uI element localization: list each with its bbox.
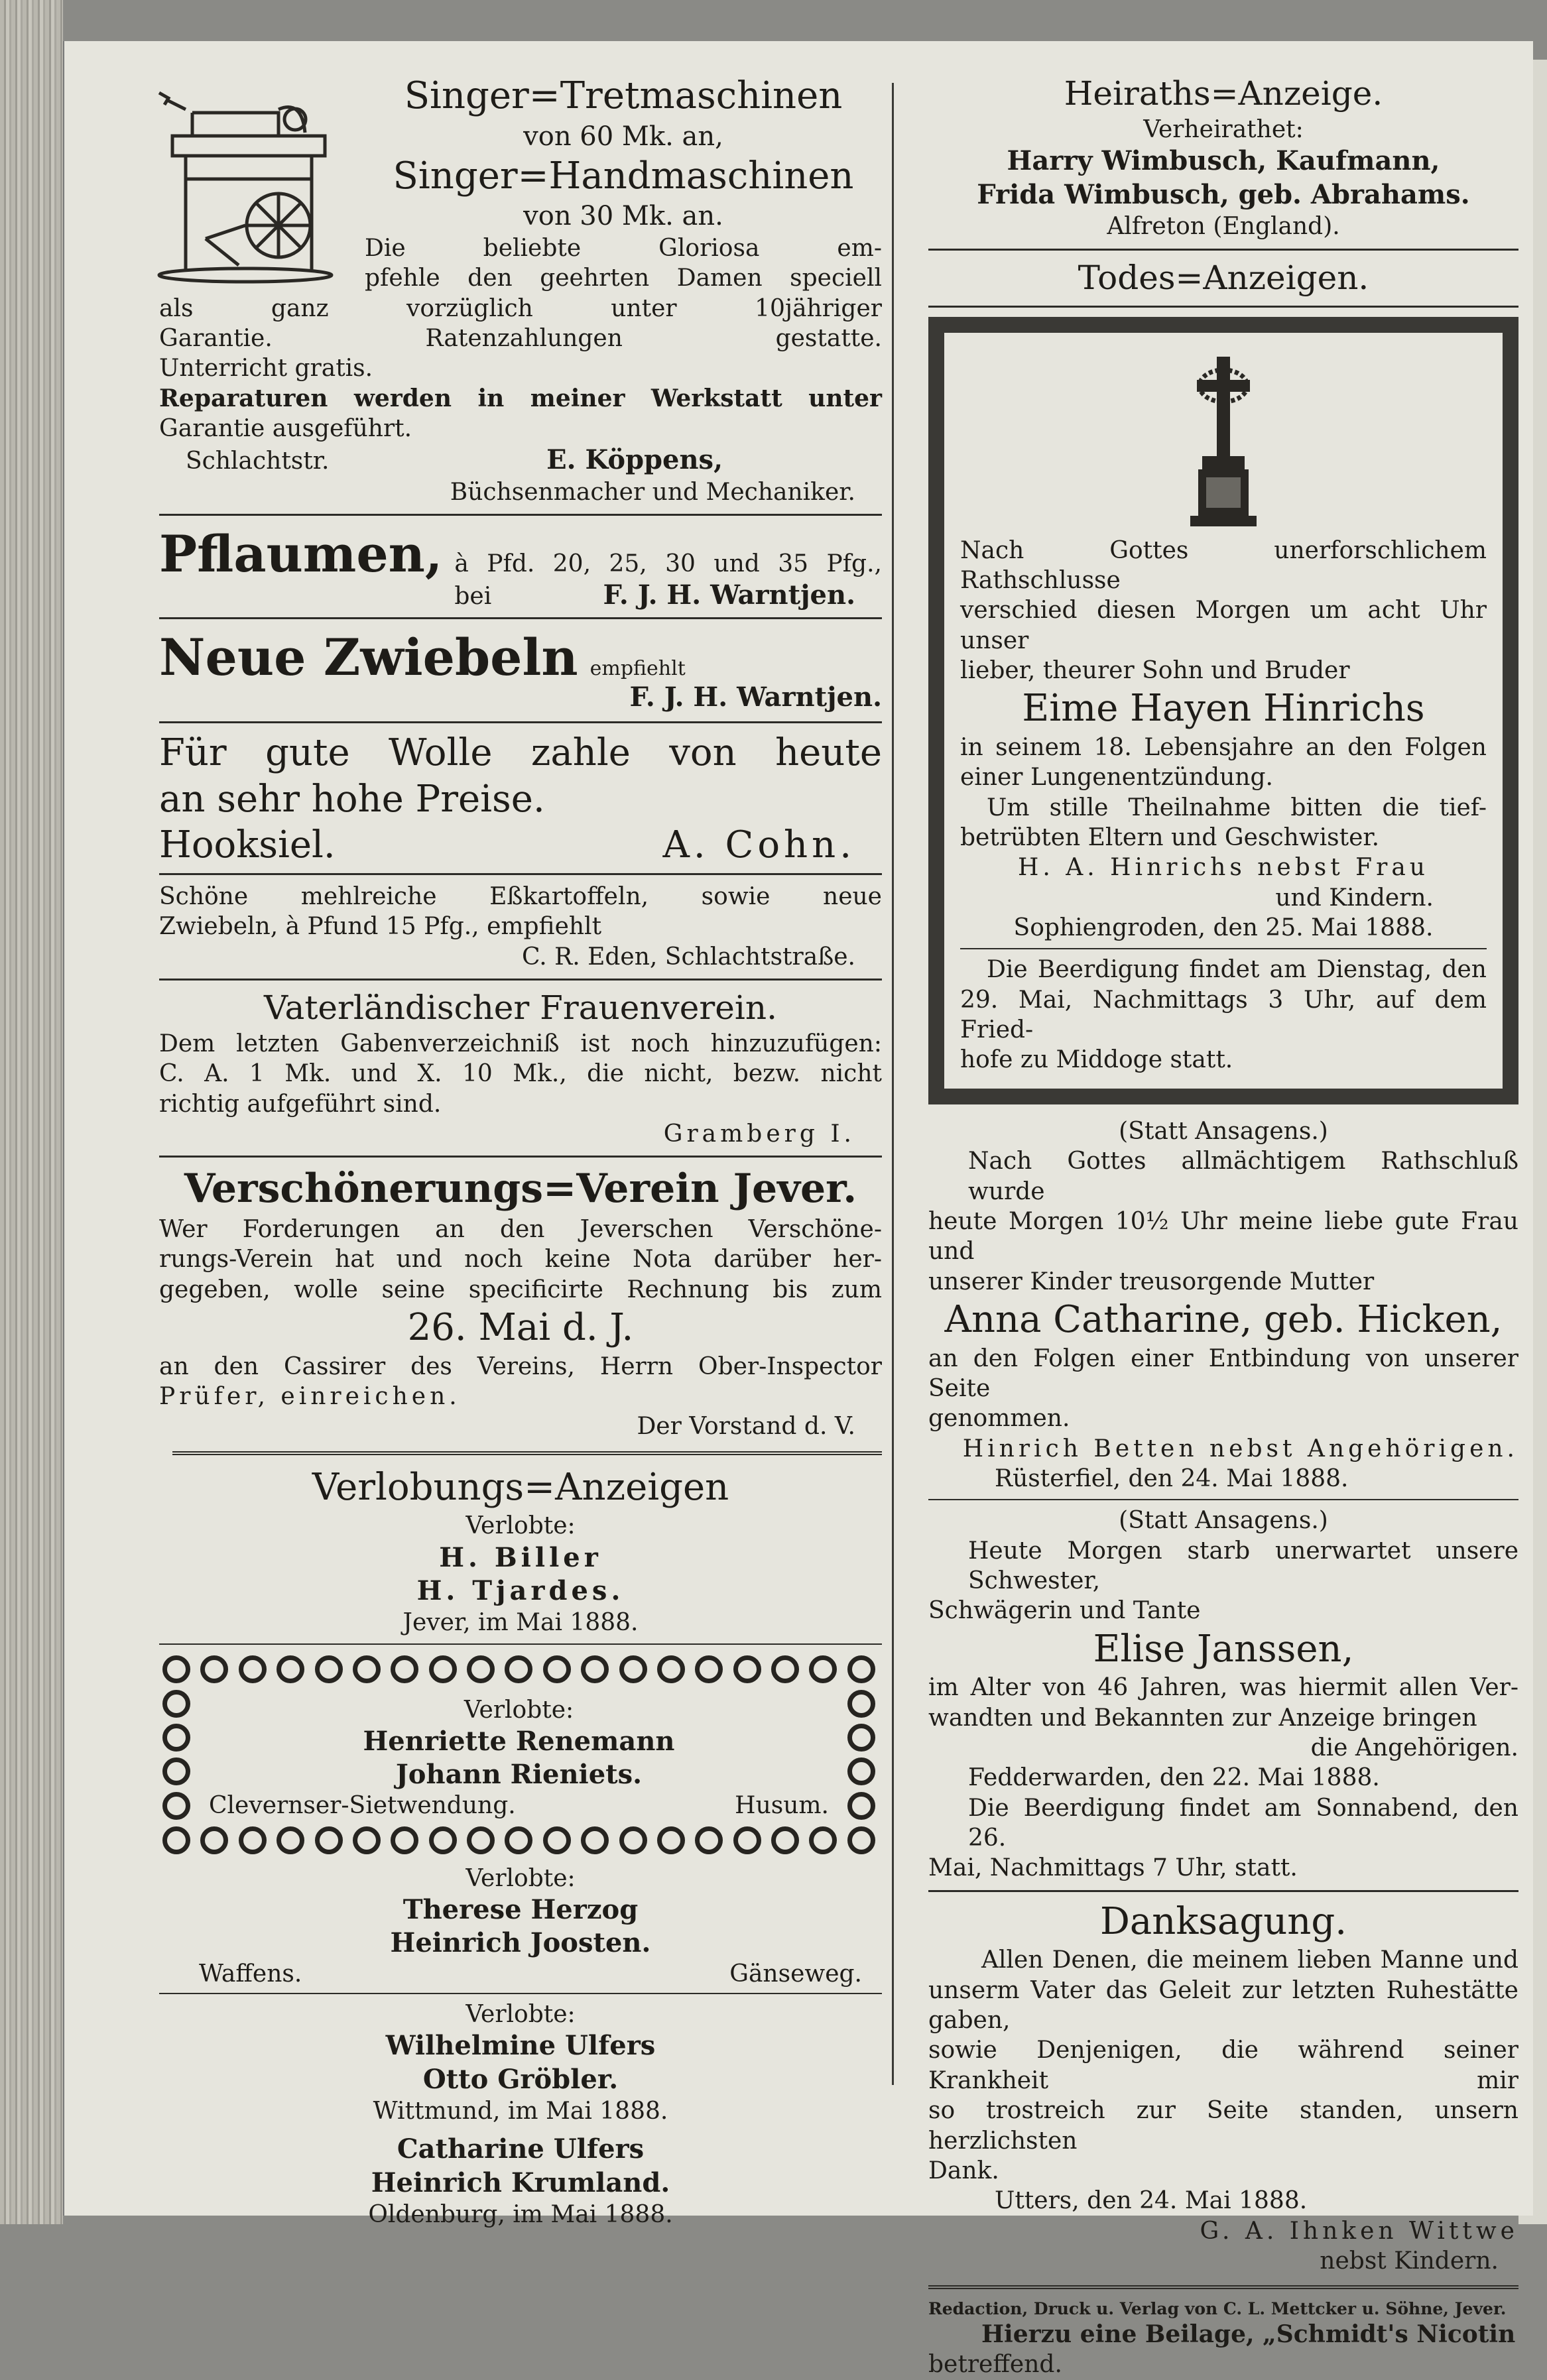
singer-line-6: Reparaturen werden in meiner Werkstatt unter (159, 384, 882, 412)
heirath-notice (928, 73, 1518, 242)
todes-a-line-1: Nach Gottes unerforschlichem Rathschlusse (960, 536, 1487, 594)
todes-a-line-11: 29. Mai, Nachmittags 3 Uhr, auf dem Fried- (960, 986, 1487, 1044)
todes-a-line-9: und Kindern. (1275, 884, 1434, 912)
todes-b-line-5: genommen. (928, 1405, 1070, 1433)
ring-ornament (239, 1655, 267, 1683)
ring-ornament (695, 1826, 723, 1854)
singer-line-3: als ganz vorzüglich unter 10jähriger (159, 294, 882, 322)
dank-place: Utters, den 24. Mai 1888. (995, 2187, 1308, 2215)
singer-line-5: Unterricht gratis. (159, 355, 373, 383)
ring-ornament (695, 1655, 723, 1683)
ring-ornament (847, 1826, 875, 1854)
verschoenerung-line-3: gegeben, wolle seine specificirte Rechnung bis zum (159, 1276, 882, 1303)
ring-box-content (209, 1695, 829, 1819)
todes-b-notice (928, 1116, 1518, 1494)
heirath-title: Heiraths=Anzeige. (1064, 74, 1383, 113)
verschoenerung-date: 26. Mai d. J. (407, 1305, 634, 1349)
ring-ornament (162, 1757, 190, 1785)
ring-ornament (200, 1826, 228, 1854)
todes-a-line-5: einer Lungenentzündung. (960, 764, 1273, 792)
ring-ornament (429, 1655, 457, 1683)
verlobung-e-name-1: Catharine Ulfers (397, 2133, 645, 2165)
verlobung-c-name-2: Heinrich Joosten. (390, 1927, 651, 1959)
dank-line-3: sowie Denjenigen, die während seiner Krankheit mir (928, 2037, 1518, 2094)
singer-address: Schlachtstr. (186, 447, 330, 475)
frauenverein-sign: Gramberg I. (663, 1120, 855, 1148)
ring-ornament (162, 1724, 190, 1752)
wolle-name: A. Cohn. (662, 823, 855, 866)
zwiebeln-empfiehlt: empfiehlt (589, 656, 686, 680)
ring-ornament (847, 1724, 875, 1752)
dank-line-5: Dank. (928, 2157, 999, 2184)
todes-c-notice (928, 1506, 1518, 1883)
ring-ornament (162, 1826, 190, 1854)
ring-ornament (239, 1826, 267, 1854)
beilage-line-2: betreffend. (928, 2351, 1062, 2379)
todes-c-line-7: Mai, Nachmittags 7 Uhr, statt. (928, 1854, 1298, 1882)
ring-border-top (162, 1655, 875, 1683)
rule (159, 721, 882, 723)
ring-ornament (657, 1655, 685, 1683)
ring-ornament (505, 1655, 532, 1683)
heirath-place: Alfreton (England). (1107, 213, 1340, 241)
ring-ornament (733, 1655, 761, 1683)
singer-name: E. Köppens, (546, 444, 723, 476)
ring-ornament (847, 1757, 875, 1785)
wolle-line-1: Für gute Wolle zahle von heute (159, 731, 882, 774)
imprint (928, 2298, 1518, 2379)
verlobung-a-name-2: H. Tjardes. (416, 1575, 625, 1606)
danksagung-notice (928, 1899, 1518, 2277)
frauenverein-line-2: C. A. 1 Mk. und X. 10 Mk., die nicht, bezw. nicht (159, 1060, 882, 1088)
death-notice-box (928, 317, 1518, 1104)
pflaumen-bei: bei (454, 582, 492, 610)
todes-a-line-4: in seinem 18. Lebensjahre an den Folgen (960, 733, 1487, 761)
verlobung-title: Verlobungs=Anzeigen (312, 1465, 729, 1509)
todes-c-line-5: die Angehörigen. (1310, 1734, 1518, 1761)
rule (159, 979, 882, 981)
pflaumen-price: à Pfd. 20, 25, 30 und 35 Pfg., (454, 550, 882, 578)
rule (960, 948, 1487, 949)
verlobung-b-label: Verlobte: (464, 1696, 574, 1724)
todes-a-line-6: Um stille Theilnahme bitten die tief- (987, 794, 1487, 821)
ring-ornament (733, 1826, 761, 1854)
verlobung-e-place: Oldenburg, im Mai 1888. (368, 2201, 673, 2229)
verlobung-d-name-2: Otto Gröbler. (422, 2063, 619, 2095)
ring-border-bottom (162, 1826, 875, 1854)
ring-ornament (429, 1826, 457, 1854)
todes-b-head: (Statt Ansagens.) (1119, 1117, 1328, 1145)
imprint-line: Redaction, Druck u. Verlag von C. L. Mettcker u. Söhne, Jever. (928, 2299, 1507, 2319)
todes-c-line-4: wandten und Bekannten zur Anzeige bringen (928, 1704, 1477, 1732)
todes-b-line-6: Hinrich Betten nebst Angehörigen. (962, 1435, 1518, 1462)
todes-a-place: Sophiengroden, den 25. Mai 1888. (1013, 914, 1434, 941)
verlobung-c-right: Gänseweg. (729, 1960, 862, 1988)
rule (928, 1499, 1518, 1500)
ring-border-right (847, 1690, 875, 1820)
frauenverein-line-3: richtig aufgeführt sind. (159, 1090, 442, 1118)
heirath-line-1: Harry Wimbusch, Kaufmann, (1007, 145, 1440, 177)
ring-ornament (162, 1655, 190, 1683)
ring-border-box (162, 1655, 875, 1854)
verlobung-c-name-1: Therese Herzog (402, 1894, 639, 1925)
ring-ornament (277, 1655, 304, 1683)
rule (159, 617, 882, 619)
frauenverein-notice (159, 987, 882, 1149)
wolle-place: Hooksiel. (159, 823, 336, 866)
rule (159, 1156, 882, 1158)
dank-line-1: Allen Denen, die meinem lieben Manne und (981, 1946, 1518, 1974)
singer-trade: Büchsenmacher und Mechaniker. (450, 478, 855, 506)
verlobung-b-name-1: Henriette Renemann (363, 1726, 675, 1757)
dank-line-4: so trostreich zur Seite standen, unsern herzlichsten (928, 2097, 1518, 2155)
zwiebeln-seller: F. J. H. Warntjen. (629, 682, 882, 713)
todes-a-line-7: betrübten Eltern und Geschwister. (960, 823, 1380, 851)
ring-ornament (162, 1792, 190, 1820)
todes-a-line-2: verschied diesen Morgen um acht Uhr unser (960, 597, 1487, 654)
ring-ornament (847, 1655, 875, 1683)
ring-ornament (200, 1655, 228, 1683)
singer-line-1: Die beliebte Gloriosa em- (365, 234, 882, 262)
todes-b-line-3: unserer Kinder treusorgende Mutter (928, 1268, 1375, 1295)
pflaumen-ad (159, 522, 882, 610)
heirath-label: Verheirathet: (1143, 116, 1304, 143)
memorial-cross-illustration (1184, 350, 1263, 529)
kartoffeln-line-1: Schöne mehlreiche Eßkartoffeln, sowie neue (159, 882, 882, 910)
frauenverein-title: Vaterländischer Frauenverein. (264, 988, 777, 1027)
verlobung-e-name-2: Heinrich Krumland. (371, 2167, 670, 2198)
verschoenerung-notice (159, 1164, 882, 1441)
todes-c-line-1: Heute Morgen starb unerwartet unsere Schwester, (968, 1537, 1518, 1595)
dank-sign-2: nebst Kindern. (1320, 2247, 1499, 2275)
book-edge (0, 0, 63, 2224)
ring-ornament (162, 1690, 190, 1718)
kartoffeln-seller: C. R. Eden, Schlachtstraße. (521, 943, 855, 971)
rule (159, 873, 882, 875)
singer-ad (159, 73, 882, 507)
wolle-ad (159, 730, 882, 866)
todes-b-name: Anna Catharine, geb. Hicken, (944, 1297, 1503, 1341)
rule (928, 306, 1518, 308)
zwiebeln-ad (159, 626, 882, 715)
ring-ornament (847, 1690, 875, 1718)
todes-a-line-8: H. A. Hinrichs nebst Frau (1017, 854, 1429, 882)
todes-c-line-3: im Alter von 46 Jahren, was hiermit allen Ver- (928, 1674, 1518, 1702)
singer-line-4: Garantie. Ratenzahlungen gestatte. (159, 324, 882, 352)
todes-title: Todes=Anzeigen. (1078, 258, 1369, 297)
ring-border-left (162, 1690, 190, 1820)
zwiebeln-title: Neue Zwiebeln (159, 627, 578, 687)
todes-c-line-6: Die Beerdigung findet am Sonnabend, den 26. (968, 1794, 1518, 1852)
ring-ornament (391, 1655, 418, 1683)
rule-thick (172, 1451, 882, 1455)
ring-ornament (771, 1826, 799, 1854)
kartoffeln-line-2: Zwiebeln, à Pfund 15 Pfg., empfiehlt (159, 913, 602, 941)
ring-ornament (467, 1655, 495, 1683)
todes-a-line-3: lieber, theurer Sohn und Bruder (960, 656, 1350, 684)
verschoenerung-sign: Der Vorstand d. V. (637, 1413, 855, 1441)
todes-c-head: (Statt Ansagens.) (1119, 1507, 1328, 1535)
singer-line-7: Garantie ausgeführt. (159, 415, 412, 443)
ring-ornament (581, 1826, 609, 1854)
right-column (928, 73, 1518, 2380)
heirath-line-2: Frida Wimbusch, geb. Abrahams. (977, 178, 1470, 210)
ring-ornament (353, 1655, 381, 1683)
ring-ornament (619, 1826, 647, 1854)
verlobung-section (159, 1464, 882, 2230)
rule (159, 1993, 882, 1994)
column-divider (892, 83, 894, 2085)
beilage-line-1: Hierzu eine Beilage, „Schmidt's Nicotin (981, 2320, 1516, 2348)
verlobung-b-name-2: Johann Rieniets. (395, 1759, 643, 1791)
ring-ornament (771, 1655, 799, 1683)
ring-ornament (467, 1826, 495, 1854)
verschoenerung-line-1: Wer Forderungen an den Jeverschen Verschöne- (159, 1215, 882, 1243)
singer-sub-1: von 60 Mk. an, (523, 121, 723, 152)
rule (159, 514, 882, 516)
wolle-line-2: an sehr hohe Preise. (159, 778, 545, 821)
ring-ornament (505, 1826, 532, 1854)
ring-ornament (619, 1655, 647, 1683)
ring-ornament (315, 1826, 343, 1854)
singer-title-1: Singer=Tretmaschinen (404, 74, 843, 117)
todes-c-name: Elise Janssen, (1093, 1627, 1354, 1671)
verlobung-c-left: Waffens. (199, 1960, 302, 1988)
verlobung-d-label: Verlobte: (465, 2000, 576, 2028)
verlobung-d-place: Wittmund, im Mai 1888. (373, 2097, 668, 2125)
todes-a-line-12: hofe zu Middoge statt. (960, 1046, 1233, 1074)
ring-ornament (847, 1792, 875, 1820)
ring-ornament (353, 1826, 381, 1854)
sewing-machine-illustration (146, 73, 345, 292)
pflaumen-seller: F. J. H. Warntjen. (603, 579, 855, 611)
verschoenerung-line-4: an den Cassirer des Vereins, Herrn Ober-Inspector (159, 1352, 882, 1380)
rule (928, 1890, 1518, 1892)
singer-line-2: pfehle den geehrten Damen speciell (365, 265, 882, 292)
todes-c-line-2: Schwägerin und Tante (928, 1597, 1201, 1625)
singer-sub-2: von 30 Mk. an. (523, 201, 723, 232)
verlobung-c-label: Verlobte: (465, 1864, 576, 1892)
todes-b-line-2: heute Morgen 10½ Uhr meine liebe gute Frau und (928, 1207, 1518, 1266)
ring-ornament (277, 1826, 304, 1854)
ring-ornament (543, 1826, 571, 1854)
singer-title-2: Singer=Handmaschinen (393, 154, 854, 198)
todes-b-line-1: Nach Gottes allmächtigem Rathschluß wurde (968, 1148, 1518, 1205)
pflaumen-title: Pflaumen, (159, 524, 443, 584)
kartoffeln-ad (159, 882, 882, 972)
verschoenerung-line-5: Prüfer, einreichen. (159, 1382, 461, 1410)
verlobung-a-label: Verlobte: (465, 1512, 576, 1540)
left-column (159, 73, 882, 2230)
dank-sign-1: G. A. Ihnken Wittwe (1200, 2217, 1518, 2245)
verlobung-a-name-1: H. Biller (439, 1541, 602, 1573)
ring-ornament (315, 1655, 343, 1683)
todes-a-name: Eime Hayen Hinrichs (1022, 687, 1425, 731)
frauenverein-line-1: Dem letzten Gabenverzeichniß ist noch hinzuzufügen: (159, 1030, 882, 1057)
ring-ornament (809, 1655, 837, 1683)
ring-ornament (581, 1655, 609, 1683)
dank-title: Danksagung. (1099, 1899, 1347, 1943)
dank-line-2: unserm Vater das Geleit zur letzten Ruhestätte gaben, (928, 1976, 1518, 2035)
verlobung-a-place: Jever, im Mai 1888. (402, 1609, 639, 1637)
todes-b-line-4: an den Folgen einer Entbindung von unserer Seite (928, 1344, 1518, 1402)
ring-ornament (543, 1655, 571, 1683)
ring-ornament (809, 1826, 837, 1854)
ring-ornament (391, 1826, 418, 1854)
rule (159, 1643, 882, 1645)
rule (928, 249, 1518, 251)
verlobung-b-right: Husum. (735, 1791, 829, 1819)
verschoenerung-title: Verschönerungs=Verein Jever. (184, 1165, 857, 1213)
verschoenerung-line-2: rungs-Verein hat und noch keine Nota darüber her- (159, 1246, 882, 1274)
todes-c-place: Fedderwarden, den 22. Mai 1888. (968, 1764, 1380, 1792)
verlobung-b-left: Clevernser-Sietwendung. (209, 1791, 516, 1819)
verlobung-d-name-1: Wilhelmine Ulfers (385, 2030, 656, 2062)
todes-a-line-10: Die Beerdigung findet am Dienstag, den (987, 956, 1487, 984)
todes-b-place: Rüsterfiel, den 24. Mai 1888. (995, 1464, 1349, 1492)
ring-ornament (657, 1826, 685, 1854)
rule-thick (928, 2285, 1518, 2289)
